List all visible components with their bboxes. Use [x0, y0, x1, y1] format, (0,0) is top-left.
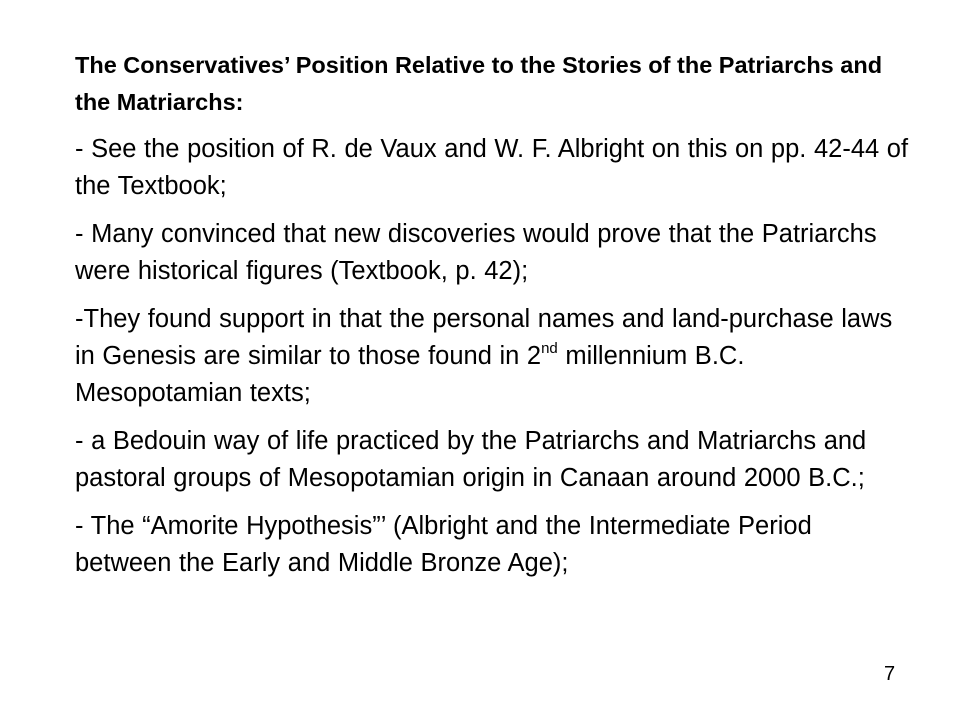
bullet-paragraph-4: - a Bedouin way of life practiced by the Patriarchs and Matriarchs and pastoral groups of Mesopotamian origin in Canaan around 2000 B.C.; [75, 427, 867, 492]
slide-title: The Conservatives’ Position Relative to the Stories of the Patriarchs and the Matriarchs: [75, 52, 883, 115]
bullet-paragraph-3-text-after: millennium B.C. Mesopotamian texts; [75, 342, 745, 407]
bullet-paragraph-1: - See the position of R. de Vaux and W. F. Albright on this on pp. 42-44 of the Textbook; [75, 135, 909, 200]
ordinal-superscript: nd [541, 340, 558, 357]
bullet-paragraph-3 [75, 301, 910, 412]
bullet-paragraph-5: - The “Amorite Hypothesis”’ (Albright and the Intermediate Period between the Early and Middle Bronze Age); [75, 512, 812, 577]
bullet-paragraph-2: - Many convinced that new discoveries would prove that the Patriarchs were historical figures (Textbook, p. 42); [75, 220, 877, 285]
page-number: 7 [884, 663, 896, 685]
slide-content [75, 47, 910, 593]
bullet-paragraph-3-text-before: -They found support in that the personal names and land-purchase laws in Genesis are similar to those found in 2 [75, 305, 893, 370]
